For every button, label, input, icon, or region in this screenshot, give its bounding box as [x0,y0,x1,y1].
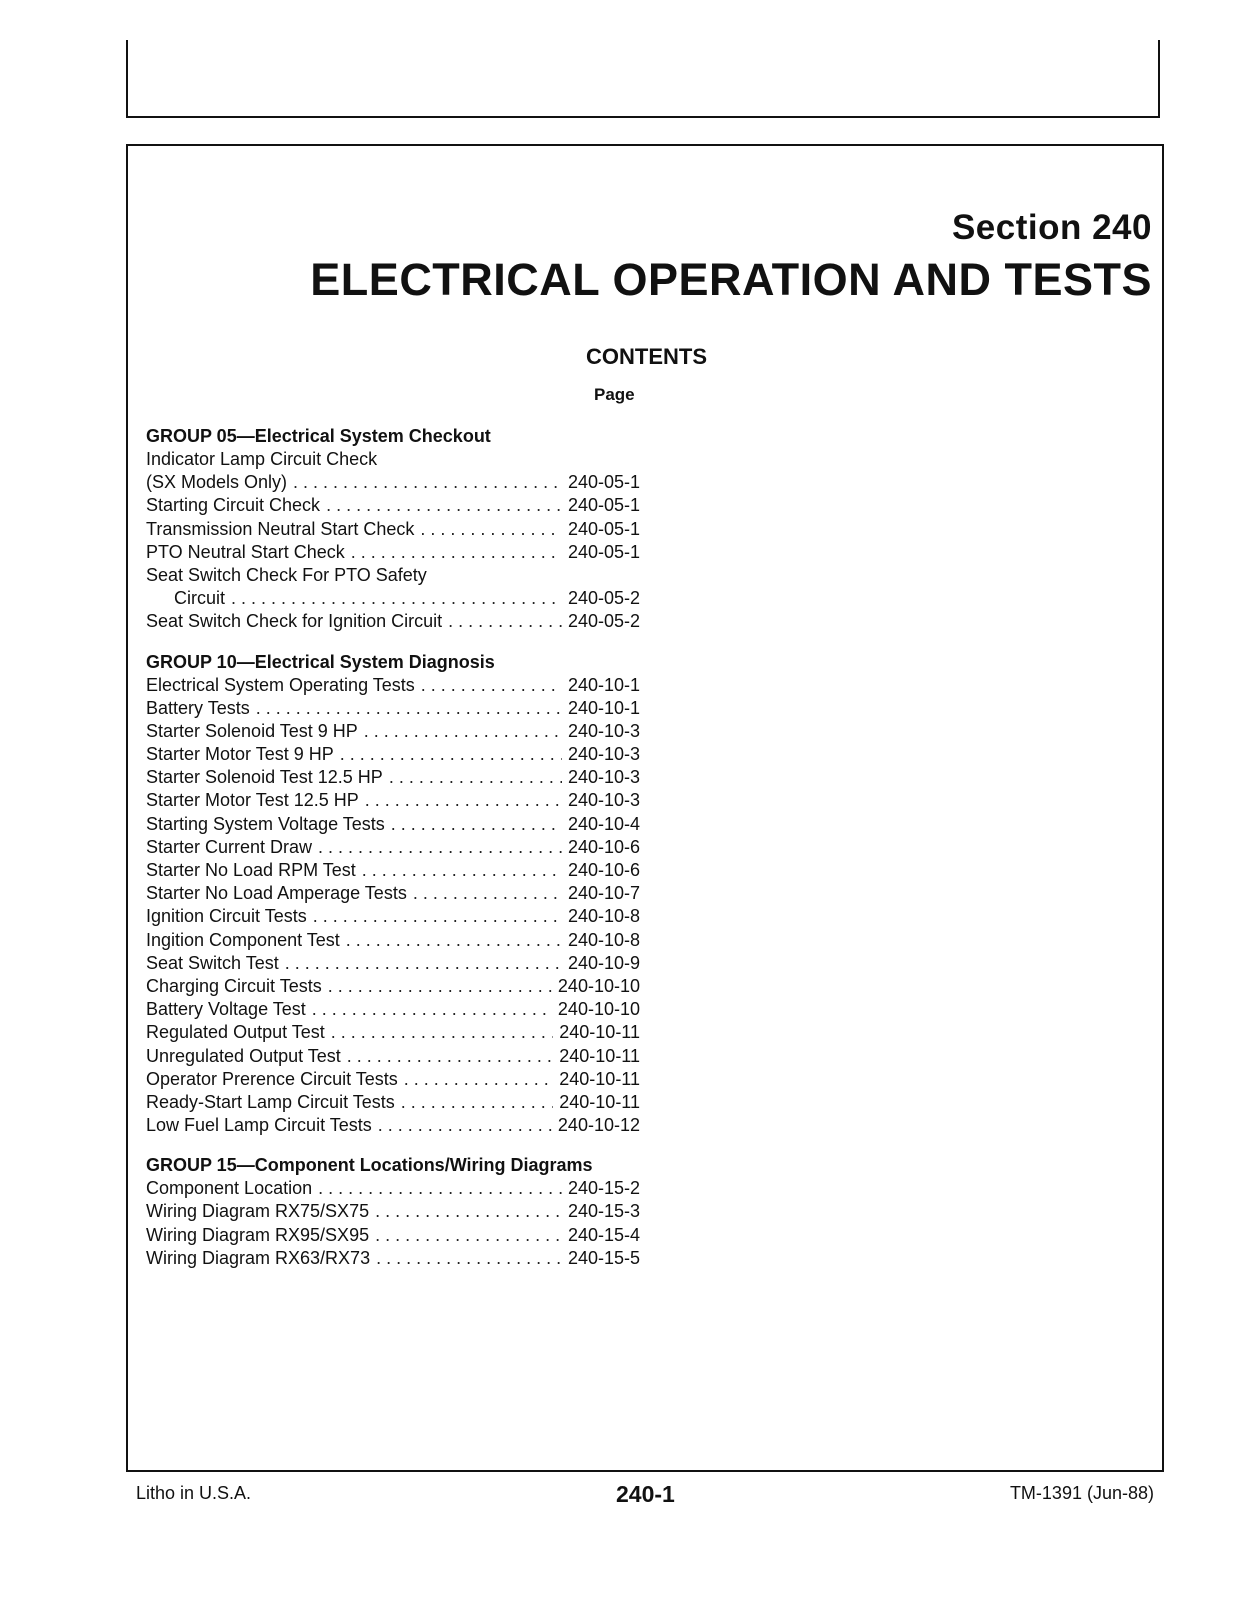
section-number: Section 240 [951,208,1152,247]
toc-entry[interactable] [146,859,640,882]
dot-leader [313,905,562,928]
toc-entry-title: Transmission Neutral Start Check [146,518,415,539]
toc-entry-title: Low Fuel Lamp Circuit Tests [146,1115,372,1136]
toc-entry[interactable] [146,518,640,541]
dot-leader [312,998,552,1021]
toc-entry-title: Indicator Lamp Circuit Check [146,449,378,469]
dot-leader [318,1177,562,1200]
footer-printer-note: Litho in U.S.A. [136,1483,252,1503]
toc-entry-page: 240-05-1 [567,541,640,562]
dot-leader [376,1247,562,1270]
toc-entry[interactable] [146,610,640,633]
toc-entry[interactable] [146,471,640,494]
toc-entry-page: 240-10-3 [567,790,640,811]
dot-leader [378,1114,552,1137]
toc-entry-title: Battery Voltage Test [146,999,306,1020]
toc-entry-title: (SX Models Only) [146,472,288,493]
toc-entry[interactable] [146,697,640,720]
toc-entry[interactable] [146,998,640,1021]
toc-entry-title: Seat Switch Check For PTO Safety [146,564,427,585]
dot-leader [331,1021,553,1044]
dot-leader [365,789,562,812]
dot-leader [404,1068,554,1091]
toc-entry[interactable] [146,494,640,517]
dot-leader [448,610,562,633]
table-of-contents [146,424,640,1286]
toc-entry[interactable] [146,1068,640,1091]
toc-entry[interactable] [146,789,640,812]
toc-entry-title: Seat Switch Check for Ignition Circuit [146,611,443,632]
toc-entry[interactable] [146,1114,640,1137]
toc-entry-title: Charging Circuit Tests [146,975,322,996]
toc-entry-page: 240-10-8 [567,929,640,950]
toc-entry[interactable] [146,929,640,952]
toc-group [146,650,640,1138]
toc-entry[interactable] [146,813,640,836]
toc-group-title: GROUP 05—Electrical System Checkout [146,426,491,446]
toc-entry-title: Starting Circuit Check [146,495,321,516]
toc-entry-page: 240-10-11 [559,1022,640,1043]
toc-entry[interactable] [146,743,640,766]
toc-entry-page: 240-10-10 [557,999,640,1020]
toc-entry[interactable] [146,1091,640,1114]
dot-leader [375,1200,562,1223]
toc-entry-title: Wiring Diagram RX75/SX75 [146,1201,370,1222]
toc-entry-page: 240-10-11 [559,1068,640,1089]
dot-leader [326,494,562,517]
toc-entry-title: Starter No Load RPM Test [146,860,356,880]
toc-entry-title: Wiring Diagram RX95/SX95 [146,1224,370,1245]
toc-entry[interactable] [146,1200,640,1223]
toc-entry-title: Unregulated Output Test [146,1045,341,1066]
toc-entry-title: Starter Solenoid Test 9 HP [146,720,358,741]
toc-entry-page: 240-10-3 [567,720,640,741]
toc-entry[interactable] [146,836,640,859]
toc-entry-page: 240-10-8 [567,906,640,927]
toc-entry-page: 240-10-11 [559,1045,640,1066]
footer-page-number: 240-1 [616,1481,675,1507]
toc-entry[interactable] [146,1021,640,1044]
contents-heading: CONTENTS [586,344,707,369]
toc-entry-title: Ingition Component Test [146,929,340,950]
toc-entry[interactable] [146,1247,640,1270]
toc-group-title: GROUP 15—Component Locations/Wiring Diagrams [146,1155,593,1176]
toc-entry-page: 240-05-2 [567,588,640,609]
toc-entry-page: 240-10-7 [567,883,640,904]
toc-entry[interactable] [146,587,640,610]
toc-entry[interactable] [146,882,640,905]
toc-entry-title: Component Location [146,1178,313,1199]
top-box-frame [126,40,1160,118]
toc-entry-title: Seat Switch Test [146,952,279,973]
toc-entry-page: 240-10-10 [557,975,640,996]
toc-entry-title: Starting System Voltage Tests [146,813,385,834]
footer-manual-id: TM-1391 (Jun-88) [1009,1483,1154,1503]
toc-entry-page: 240-10-6 [567,860,640,880]
toc-entry-title: Ready-Start Lamp Circuit Tests [146,1091,395,1112]
toc-entry-title: Regulated Output Test [146,1022,325,1043]
toc-entry-page: 240-15-2 [567,1178,640,1199]
toc-entry[interactable] [146,905,640,928]
toc-entry[interactable] [146,674,640,697]
dot-leader [362,859,562,882]
dot-leader [364,720,562,743]
toc-entry[interactable] [146,541,640,564]
toc-entry[interactable] [146,1045,640,1068]
dot-leader [375,1224,562,1247]
toc-entry-title: Battery Tests [146,697,250,718]
toc-entry-page: 240-10-3 [567,767,640,788]
toc-entry-page: 240-10-1 [567,674,640,695]
toc-entry[interactable] [146,952,640,975]
toc-group-title: GROUP 10—Electrical System Diagnosis [146,651,495,672]
toc-entry[interactable] [146,975,640,998]
toc-entry-title: Ignition Circuit Tests [146,906,307,927]
dot-leader [346,929,562,952]
toc-entry[interactable] [146,720,640,743]
toc-entry[interactable] [146,766,640,789]
toc-entry-page: 240-10-4 [567,813,640,834]
toc-entry-title: PTO Neutral Start Check [146,541,345,562]
dot-leader [256,697,562,720]
toc-entry-page: 240-05-1 [567,472,640,493]
toc-entry-page: 240-10-12 [557,1115,640,1136]
toc-entry-page: 240-15-5 [567,1247,640,1268]
dot-leader [328,975,552,998]
toc-entry-title: Starter Solenoid Test 12.5 HP [146,767,383,788]
dot-leader [391,813,562,836]
dot-leader [389,766,562,789]
dot-leader [340,743,562,766]
toc-entry-page: 240-10-1 [567,697,640,718]
toc-entry-title: Starter Current Draw [146,836,313,857]
toc-entry-title: Wiring Diagram RX63/RX73 [146,1247,371,1268]
toc-entry-page: 240-10-9 [567,952,640,973]
dot-leader [231,587,562,610]
toc-entry-page: 240-15-4 [567,1224,640,1245]
dot-leader [347,1045,553,1068]
toc-entry-page: 240-10-11 [559,1091,640,1112]
toc-entry-title: Starter Motor Test 9 HP [146,744,334,765]
dot-leader [351,541,562,564]
toc-entry-page: 240-10-6 [567,836,640,857]
toc-entry-title: Circuit [174,588,226,609]
toc-group [146,424,640,634]
dot-leader [421,674,562,697]
toc-entry[interactable] [146,564,640,587]
toc-entry-title: Starter Motor Test 12.5 HP [146,790,359,811]
section-title: ELECTRICAL OPERATION AND TESTS [310,254,1152,305]
dot-leader [413,882,562,905]
dot-leader [420,518,562,541]
toc-entry[interactable] [146,448,640,471]
toc-entry-page: 240-15-3 [567,1201,640,1222]
toc-entry-title: Electrical System Operating Tests [146,674,415,695]
toc-entry[interactable] [146,1177,640,1200]
toc-entry-page: 240-05-1 [567,518,640,539]
toc-entry-page: 240-05-2 [567,611,640,632]
toc-group [146,1153,640,1270]
toc-entry[interactable] [146,1224,640,1247]
dot-leader [285,952,562,975]
page-column-label: Page [594,385,635,404]
dot-leader [401,1091,554,1114]
dot-leader [293,471,562,494]
dot-leader [318,836,562,859]
toc-entry-page: 240-10-3 [567,744,640,765]
toc-entry-page: 240-05-1 [567,495,640,516]
toc-entry-title: Starter No Load Amperage Tests [146,883,407,904]
toc-entry-title: Operator Prerence Circuit Tests [146,1068,398,1089]
